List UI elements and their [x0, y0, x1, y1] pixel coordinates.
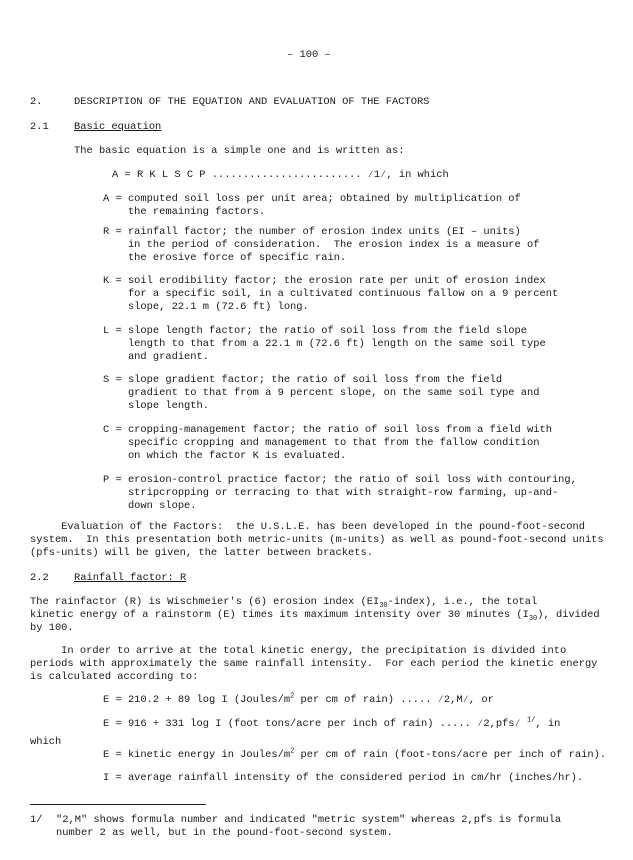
footnote-line: "2,M" shows formula number and indicated "metric system" whereas 2,pfs is formula [56, 814, 562, 826]
definition-e [103, 749, 606, 762]
definition-line: the erosive force of specific rain. [103, 252, 347, 264]
section-number: 2. [30, 96, 43, 108]
subsection-number: 2.2 [30, 572, 49, 584]
footnote-divider [30, 804, 206, 805]
text: -index), i.e., the total [387, 596, 538, 608]
definition-i: I = average rainfall intensity of the considered period in cm/hr (inches/hr). [103, 772, 584, 784]
definition-line: and gradient. [103, 351, 210, 363]
which-text: which [30, 736, 62, 748]
equation-lhs: A = R K L S C P [112, 169, 212, 181]
text: , in [535, 718, 561, 730]
text: E = kinetic energy in Joules/m [103, 749, 291, 761]
rain-para-line [30, 609, 600, 622]
text: ), divided [537, 609, 600, 621]
superscript: 2 [290, 692, 295, 701]
definition-line: length to that from a 22.1 m (72.6 ft) length on the same soil type [103, 338, 546, 350]
definition-line: stripcropping or terracing to that with straight-row farming, up-and- [103, 487, 559, 499]
text: per cm of rain) ..... ⁄2,M⁄, or [294, 694, 494, 706]
energy-equation-pfs [103, 718, 560, 731]
paragraph-line: In order to arrive at the total kinetic energy, the precipitation is divided into [30, 645, 567, 657]
equation-dots: ........................ [211, 169, 362, 181]
equation-ref: ⁄1⁄, in which [361, 169, 449, 181]
intro-text: The basic equation is a simple one and is written as: [74, 145, 405, 157]
basic-equation [112, 169, 449, 182]
section-title: DESCRIPTION OF THE EQUATION AND EVALUATION OF THE FACTORS [74, 96, 430, 108]
paragraph-line: periods with approximately the same rainfall intensity. For each period the kinetic energy [30, 658, 598, 670]
definition-line: R = rainfall factor; the number of erosion index units (EI – units) [103, 226, 521, 238]
text: The rainfactor (R) is Wischmeier's (6) erosion index (EI [30, 596, 380, 608]
text: kinetic energy of a rainstorm (E) times its maximum intensity over 30 minutes (I [30, 609, 529, 621]
definition-line: gradient to that from a 9 percent slope, on the same soil type and [103, 387, 540, 399]
text: per cm of rain (foot-tons/acre per inch of rain). [294, 749, 607, 761]
definition-line: A = computed soil loss per unit area; obtained by multiplication of [103, 193, 521, 205]
subscript: 30 [528, 615, 538, 624]
definition-line: specific cropping and management to that from the fallow condition [103, 437, 540, 449]
text: E = 210.2 + 89 log I (Joules/m [103, 694, 291, 706]
footnote-mark: 1/ [30, 814, 43, 826]
definition-line: the remaining factors. [103, 206, 266, 218]
page-number: – 100 – [287, 49, 331, 61]
subsection-number: 2.1 [30, 121, 49, 133]
paragraph-line: system. In this presentation both metric-units (m-units) as well as pound-foot-second units [30, 534, 604, 546]
paragraph-line: Evaluation of the Factors: the U.S.L.E. has been developed in the pound-foot-second [30, 521, 585, 533]
definition-line: down slope. [103, 500, 197, 512]
definition-line: in the period of consideration. The erosion index is a measure of [103, 239, 540, 251]
rain-para-line: by 100. [30, 622, 74, 634]
superscript: 2 [290, 747, 295, 756]
paragraph-line: is calculated according to: [30, 671, 199, 683]
definition-line: L = slope length factor; the ratio of soil loss from the field slope [103, 325, 528, 337]
definition-line: on which the factor K is evaluated. [103, 450, 347, 462]
subsection-title: Basic equation [74, 121, 162, 133]
energy-equation-metric [103, 694, 494, 707]
definition-line: slope length. [103, 400, 210, 412]
definition-line: slope, 22.1 m (72.6 ft) long. [103, 301, 309, 313]
definition-line: P = erosion-control practice factor; the ratio of soil loss with contouring, [103, 474, 577, 486]
footnote-line: number 2 as well, but in the pound-foot-second system. [56, 827, 393, 839]
definition-line: for a specific soil, in a cultivated continuous fallow on a 9 percent [103, 288, 559, 300]
subscript: 30 [379, 602, 388, 611]
subsection-title: Rainfall factor: R [74, 572, 187, 584]
paragraph-line: (pfs-units) will be given, the latter between brackets. [30, 547, 373, 559]
footnote-ref: 1/ [527, 716, 536, 725]
definition-line: C = cropping-management factor; the ratio of soil loss from a field with [103, 424, 552, 436]
text: E = 916 + 331 log I (foot tons/acre per inch of rain) ..... ⁄2,pfs⁄ [103, 718, 528, 730]
rain-para-line [30, 596, 537, 609]
definition-line: K = soil erodibility factor; the erosion rate per unit of erosion index [103, 275, 546, 287]
definition-line: S = slope gradient factor; the ratio of soil loss from the field [103, 374, 503, 386]
